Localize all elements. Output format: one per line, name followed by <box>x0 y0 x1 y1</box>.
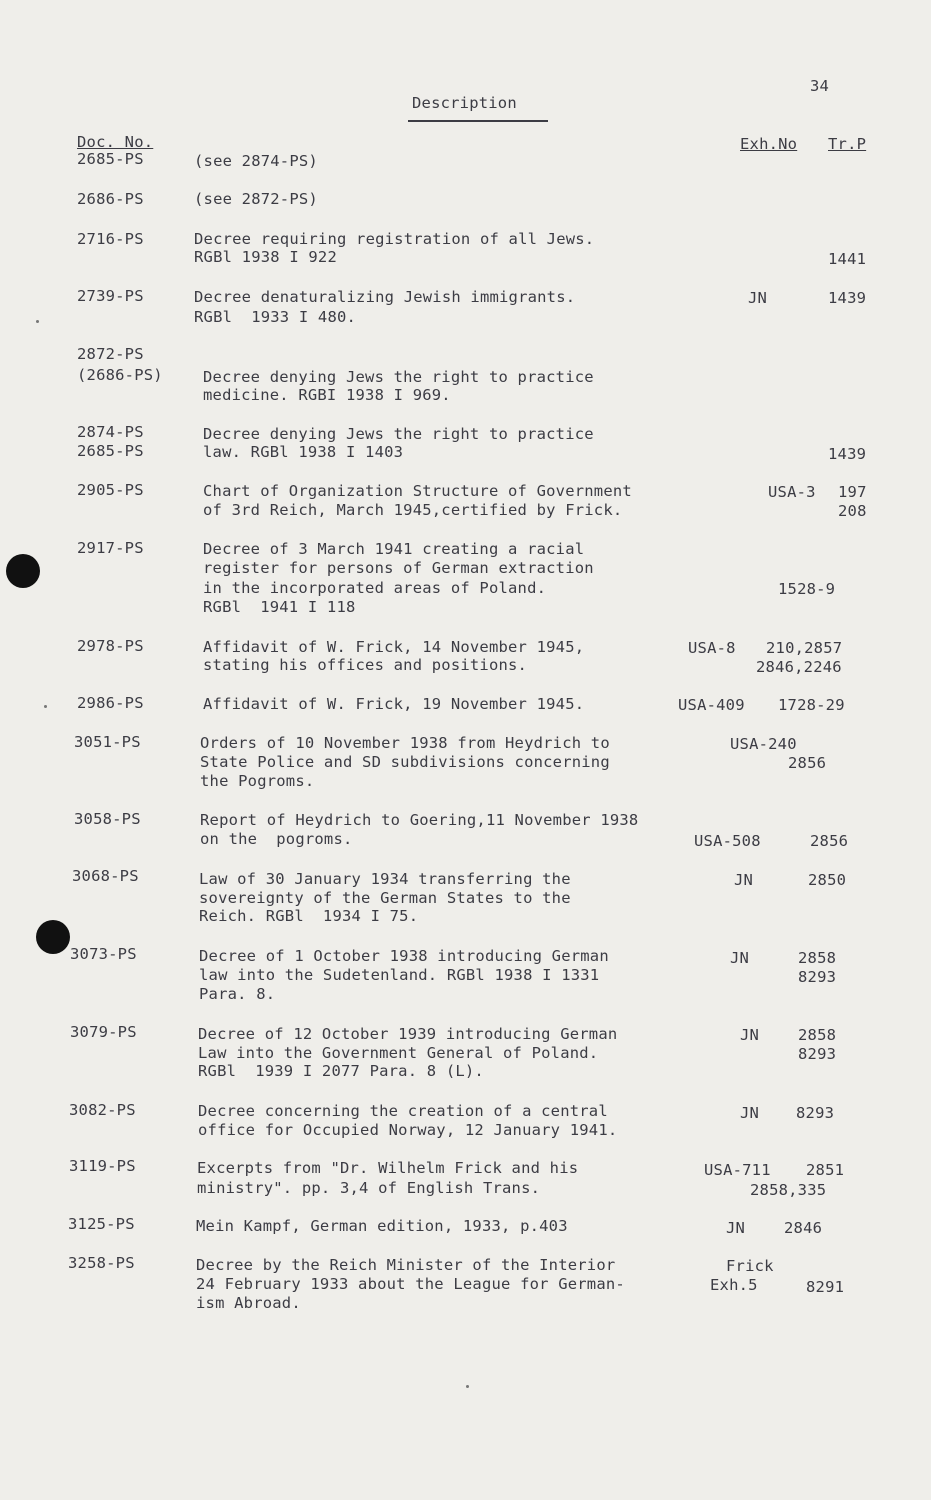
transcript-page: 2856 <box>788 754 827 772</box>
entry-description: law into the Sudetenland. RGBl 1938 I 1331 <box>199 966 600 984</box>
exh-no-column-header: Exh.No <box>740 135 798 153</box>
exhibit-number: USA-508 <box>694 832 761 850</box>
transcript-page: 208 <box>838 502 867 520</box>
doc-number: 2685-PS <box>77 150 144 168</box>
entry-description: sovereignty of the German States to the <box>199 889 571 907</box>
entry-description: Decree of 12 October 1939 introducing German <box>198 1025 618 1043</box>
heading-rule <box>408 120 548 122</box>
entry-description: RGBl 1941 I 118 <box>203 598 356 616</box>
exhibit-number: JN <box>734 871 754 889</box>
entry-description: RGBl 1939 I 2077 Para. 8 (L). <box>198 1062 484 1080</box>
entry-description: of 3rd Reich, March 1945,certified by Frick. <box>203 501 623 519</box>
exhibit-number: USA-3 <box>768 483 816 501</box>
exhibit-number: JN <box>726 1219 746 1237</box>
entry-description: Report of Heydrich to Goering,11 November 1938 <box>200 811 639 829</box>
entry-description: Orders of 10 November 1938 from Heydrich to <box>200 734 610 752</box>
entry-description: Excerpts from "Dr. Wilhelm Frick and his <box>197 1159 579 1177</box>
entry-description: Decree concerning the creation of a central <box>198 1102 608 1120</box>
entry-description: on the pogroms. <box>200 830 353 848</box>
transcript-page: 8291 <box>806 1278 845 1296</box>
exhibit-number: USA-409 <box>678 696 745 714</box>
entry-description: Para. 8. <box>199 985 276 1003</box>
transcript-page: 8293 <box>798 1045 837 1063</box>
transcript-page: 1441 <box>828 250 867 268</box>
entry-description: Decree denying Jews the right to practice <box>203 425 594 443</box>
doc-number: (2686-PS) <box>77 366 163 384</box>
entry-description: 24 February 1933 about the League for German- <box>196 1275 625 1293</box>
paper-speck <box>44 705 47 708</box>
entry-description: Decree denying Jews the right to practice <box>203 368 594 386</box>
entry-description: (see 2872-PS) <box>194 190 318 208</box>
doc-number: 2874-PS <box>77 423 144 441</box>
exhibit-number: USA-8 <box>688 639 736 657</box>
entry-description: Law of 30 January 1934 transferring the <box>199 870 571 888</box>
doc-number: 2739-PS <box>77 287 144 305</box>
entry-description: ism Abroad. <box>196 1294 301 1312</box>
transcript-page: 1528-9 <box>778 580 836 598</box>
exhibit-number: JN <box>740 1104 760 1122</box>
doc-number: 2716-PS <box>77 230 144 248</box>
doc-number: 3068-PS <box>72 867 139 885</box>
entry-description: Decree of 3 March 1941 creating a racial <box>203 540 585 558</box>
transcript-page: 2858,335 <box>750 1181 827 1199</box>
doc-number: 3079-PS <box>70 1023 137 1041</box>
entry-description: register for persons of German extraction <box>203 559 594 577</box>
entry-description: in the incorporated areas of Poland. <box>203 579 547 597</box>
doc-number: 2978-PS <box>77 637 144 655</box>
entry-description: medicine. RGBI 1938 I 969. <box>203 386 451 404</box>
entry-description: State Police and SD subdivisions concerning <box>200 753 610 771</box>
transcript-page: 8293 <box>798 968 837 986</box>
entry-description: RGBl 1933 I 480. <box>194 308 357 326</box>
entry-description: Decree of 1 October 1938 introducing German <box>199 947 609 965</box>
transcript-page: 2850 <box>808 871 847 889</box>
entry-description: law. RGBl 1938 I 1403 <box>203 443 404 461</box>
entry-description: Decree by the Reich Minister of the Interior <box>196 1256 616 1274</box>
entry-description: RGBl 1938 I 922 <box>194 248 337 266</box>
page-heading: Description <box>412 94 517 112</box>
entry-description: stating his offices and positions. <box>203 656 528 674</box>
transcript-page: 2858 <box>798 1026 837 1044</box>
doc-number: 3125-PS <box>68 1215 135 1233</box>
transcript-page: 2856 <box>810 832 849 850</box>
punch-hole <box>6 554 40 588</box>
doc-number: 3119-PS <box>69 1157 136 1175</box>
doc-number: 3082-PS <box>69 1101 136 1119</box>
doc-number: 2685-PS <box>77 442 144 460</box>
paper-speck <box>36 320 39 323</box>
doc-number: 3051-PS <box>74 733 141 751</box>
punch-hole <box>36 920 70 954</box>
transcript-page: 210,2857 <box>766 639 843 657</box>
doc-number: 2986-PS <box>77 694 144 712</box>
entry-description: the Pogroms. <box>200 772 315 790</box>
entry-description: Decree denaturalizing Jewish immigrants. <box>194 288 576 306</box>
entry-description: office for Occupied Norway, 12 January 1941. <box>198 1121 618 1139</box>
transcript-page: 2851 <box>806 1161 845 1179</box>
entry-description: ministry". pp. 3,4 of English Trans. <box>197 1179 541 1197</box>
doc-number: 2917-PS <box>77 539 144 557</box>
paper-speck <box>466 1385 469 1388</box>
exhibit-number: JN <box>748 289 768 307</box>
transcript-page: 2858 <box>798 949 837 967</box>
doc-number: 2872-PS <box>77 345 144 363</box>
exhibit-number: JN <box>730 949 750 967</box>
exhibit-number: USA-240 <box>730 735 797 753</box>
transcript-page: 2846,2246 <box>756 658 842 676</box>
transcript-page: 1439 <box>828 445 867 463</box>
transcript-page: 8293 <box>796 1104 835 1122</box>
entry-description: Reich. RGBl 1934 I 75. <box>199 907 419 925</box>
entry-description: Law into the Government General of Poland. <box>198 1044 599 1062</box>
entry-description: Affidavit of W. Frick, 14 November 1945, <box>203 638 585 656</box>
transcript-page: 197 <box>838 483 867 501</box>
doc-number: 3073-PS <box>70 945 137 963</box>
page-number: 34 <box>810 77 830 95</box>
transcript-page: 2846 <box>784 1219 823 1237</box>
exhibit-number: USA-711 <box>704 1161 771 1179</box>
doc-no-column-header: Doc. No. <box>77 133 154 151</box>
entry-description: Mein Kampf, German edition, 1933, p.403 <box>196 1217 568 1235</box>
doc-number: 2905-PS <box>77 481 144 499</box>
entry-description: Decree requiring registration of all Jews. <box>194 230 595 248</box>
doc-number: 3058-PS <box>74 810 141 828</box>
transcript-page: 1728-29 <box>778 696 845 714</box>
entry-description: (see 2874-PS) <box>194 152 318 170</box>
exhibit-number: Frick <box>726 1257 774 1275</box>
exhibit-number: JN <box>740 1026 760 1044</box>
tr-p-column-header: Tr.P <box>828 135 867 153</box>
entry-description: Chart of Organization Structure of Government <box>203 482 632 500</box>
doc-number: 2686-PS <box>77 190 144 208</box>
entry-description: Affidavit of W. Frick, 19 November 1945. <box>203 695 585 713</box>
exhibit-number: Exh.5 <box>710 1276 758 1294</box>
transcript-page: 1439 <box>828 289 867 307</box>
doc-number: 3258-PS <box>68 1254 135 1272</box>
